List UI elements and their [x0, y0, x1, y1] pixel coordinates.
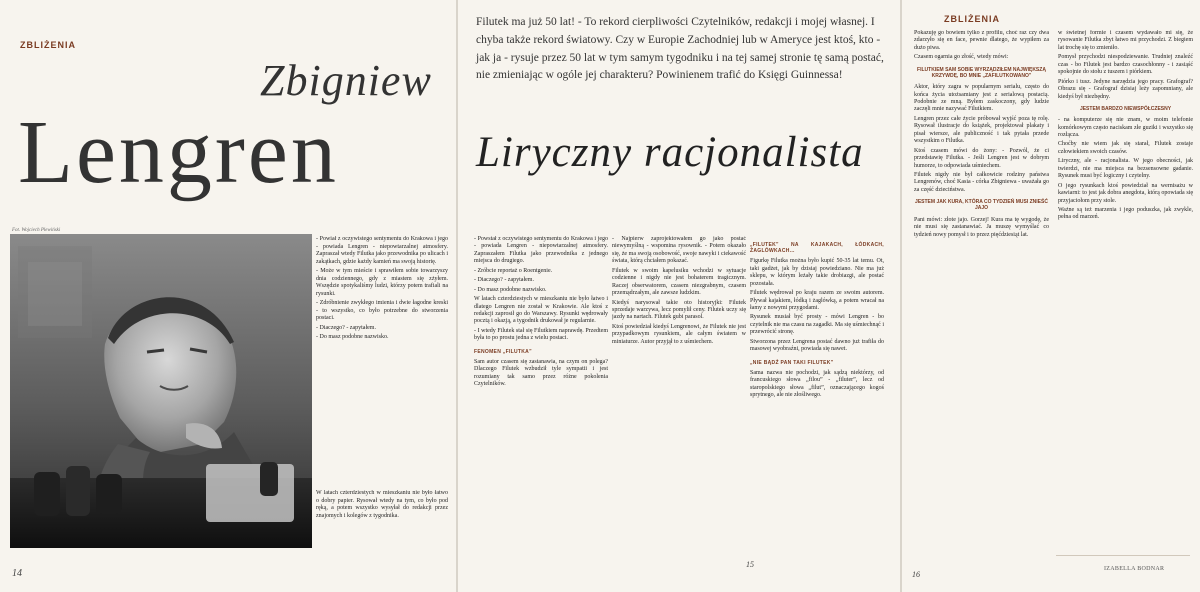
right-col2-body-5: Ważne są też marzenia i jego poduszka, jak zwykle, pełna od marzeń.: [1058, 206, 1193, 221]
right-col1-tail: Pani mówi: złote jajo. Gorzej! Kura ma tę wygodę, że nie musi się zastanawiać. Ja muszę wymyślać co tydzień nowy pomysł i to przez pięćdziesiąt lat.: [914, 216, 1049, 238]
middle-col2-paragraph-2: Filutek w swoim kapelusiku wchodzi w sytuacje codzienne i nigdy nie jest bohaterem tragicznym. Raczej obserwatorem, czasem niezgrabnym, czasem przemądrzałym, ale zawsze ludzkim.: [612, 267, 746, 297]
section-label: ZBLIŻENIA: [944, 14, 1000, 24]
author-signature: IZABELLA BODNAR: [1104, 566, 1165, 572]
middle-col1-paragraph-3: - Diaczego? - zapytałem.: [474, 277, 534, 284]
middle-col3-paragraph-1: Figurkę Filutka można było kupić 50-35 lat temu. Ot, taki gadżet, jak by dzisiaj powiedziano. Nie ma już sklepu, w którym leżały takie drobiazgi, ale postać pozostała.: [750, 258, 884, 287]
middle-col2-paragraph-4: Ktoś powiedział kiedyś Lengrenowi, że Filutek nie jest przypadkowym rysunkiem, ale całym światem w miniaturze. Autor przyjął to z uśmiechem.: [612, 323, 746, 345]
subheading-fenomen: FENOMEN „FILUTKA”: [474, 348, 532, 355]
pullquote-2: JESTEM JAK KURA, KTÓRA CO TYDZIEŃ MUSI ZNIEŚĆ JAJO: [915, 199, 1048, 212]
right-column-2: [1058, 30, 1193, 560]
article-title-last-name: Lengren: [18, 103, 339, 202]
right-col2-body-2: Choćby nie wiem jak się starał, Filutek zostaje człowiekiem swoich czasów.: [1058, 141, 1193, 155]
left-article-column: [316, 236, 448, 522]
right-col1-body-2: Lengren przez całe życie próbował wyjść poza tę rolę. Rysował ilustracje do książek, projektował plakaty i pisał wiersze, ale publiczność i tak pytała przede wszystkim o Filutka.: [914, 115, 1049, 145]
pullquote-1: FILUTKIEM SAM SOBIE WYRZĄDZIŁEM NAJWIĘKSZĄ KRZYWDĘ, BO MNIE „ZAFILUTKOWANO”: [917, 66, 1046, 79]
right-col2-body-4: O jego rysunkach ktoś powiedział na wernisażu w kawiarni: to jest jak dobra anegdota, którą opowiada się przyjaciołom przy stole.: [1058, 182, 1193, 204]
middle-col1-paragraph-6: - I wtedy Filutek stał się Filutkiem naprawdę. Przedtem była to po prostu jedna z wielu postaci.: [474, 327, 608, 342]
right-column-1: [914, 30, 1049, 560]
pullquote-3: JESTEM BARDZO NIEWSPÓŁCZESNY: [1079, 105, 1172, 112]
right-col1-paragraph-1: Pokazuję go bowiem tylko z profilu, choć raz czy dwa zdarzyło się en face, pewnie dlatego, że wypiłem za dużo piwa.: [914, 30, 1049, 51]
section-label: ZBLIŻENIA: [20, 40, 76, 50]
article-intro: Filutek ma już 50 lat! - To rekord cierpliwości Czytelników, redakcji i mojej własnej. I chyba także rekord światowy. Czy w Europie Zachodniej lub w Ameryce jest ktoś, kto - jak ja - rysuje przez 50 lat w tym samym tygodniku i na tej samej stronie tę samą postać, nie zmieniając w ogóle jej charakteru? Powinienem trafić do Księgi Guinnessa!: [476, 16, 884, 82]
left-article-paragraph-2: - Może w tym mieście i sprawiłem sobie towarzyszy dnia codziennego, gdy z miastem się zżyłem. Wszędzie spotykaliśmy ludzi, którzy potem trafiali na rysunki.: [316, 268, 448, 297]
right-col2-paragraph-3: Piórko i tusz. Jedyne narzędzia jego pracy. Grafograf? Obrazu się - Grafograf dzisiaj leży zapomniany, ale kiedyś był niezbędny.: [1058, 78, 1193, 100]
middle-col3-tail: Sama nazwa nie pochodzi, jak sądzą niektórzy, od francuskiego słowa „filou” - „filuter”, lecz od staropolskiego słowa „filut”, oznaczającego kogoś sprytnego, ale nie złośliwego.: [750, 369, 884, 399]
left-article-paragraph-5: - Do masz podobne nazwisko.: [316, 334, 389, 340]
middle-col2-paragraph-1: - Najpierw zaprojektowałem go jako postać niewymyślną - wspomina rysownik. - Potem okazało się, że ma swoją osobowość, swoje nawyki i ciekawość świata, którą chciałem pokazać.: [612, 236, 746, 265]
middle-col1-tail: Sam autor czasem się zastanawia, na czym on polega? Dlaczego Filutek wzbudził tyle sympatii i jest rozumiany tak samo przez różne pokolenia Czytelników.: [474, 358, 608, 388]
middle-col3-paragraph-2: Filutek wędrował po kraju razem ze swoim autorem. Pływał kajakiem, łódką i żaglówką, a potem wracał na łamy z nowymi przygodami.: [750, 290, 884, 311]
middle-col1-paragraph-1: - Powstał z oczywistego sentymentu do Krakowa i jego - powiada Lengren - niepowtarzalnej atmosfery. Zapraszałem Filutka jako przewodnika z jednego miejsca do drugiego.: [474, 236, 608, 265]
right-col1-body-4: Filutek nigdy nie był całkowicie rodziny państwa Lengrenów, choć Kasia - córka Zbigniewa - uważała go za część dzieciństwa.: [914, 171, 1049, 193]
right-col2-body-3: Liryczny, ale - racjonalista. W jego obecności, jak twierdzi, nie ma miejsca na bezsensowne gadanie. Rysunek musi być logiczny i czytelny.: [1058, 158, 1193, 180]
photo-credit: Fot. Wojciech Plewiński: [12, 228, 61, 233]
left-article-paragraph-1: - Powiał z oczywistego sentymentu do Krakowa i jego - powiada Lengren - niepowtarzalnej atmosfery. Zapraszał wtedy Filutka jako przewodnika po ulicach i zakątkach, gdzie każdy kamień ma swoją historię.: [316, 236, 448, 265]
right-col1-paragraph-2: Czasem ogarnia go złość, wtedy mówi:: [914, 54, 1009, 61]
right-col2-paragraph-1: w świetnej formie i czasem wydawało mi się, że rysowanie Filutka zbyt łatwo mi przychodzi. Z biegiem lat trochę się to zmieniło.: [1058, 30, 1193, 51]
left-page: [0, 0, 458, 592]
middle-col3-paragraph-3: Rysunek musiał być prosty - mówi Lengren - bo czytelnik nie ma czasu na zagadki. Ma się uśmiechnąć i przewrócić stronę.: [750, 314, 884, 336]
middle-col1-paragraph-4: - Do masz podobne nazwisko.: [474, 286, 547, 293]
middle-col2-paragraph-3: Kiedyś narysował takie oto historyjki: Filutek sprzedaje warzywa, lecz pomylił ceny. Filutek uczy się jazdy na nartach. Filutek gubi parasol.: [612, 299, 746, 321]
signature-rule: [1056, 555, 1190, 556]
right-col1-body-1: Aktor, który zagra w popularnym serialu, często do końca życia utożsamiany jest z serialową postacią. Podobnie ze mną. Byłem zaskoczony, gdy ludzie zaczęli mnie nazywać Filutkiem.: [914, 84, 1049, 113]
middle-column-2: [612, 236, 746, 566]
left-article-paragraph-4: - Diaczego? - zapytałem.: [316, 324, 376, 331]
portrait-photo: [10, 234, 312, 548]
page-number: 15: [746, 560, 754, 569]
middle-page: [458, 0, 900, 592]
right-col1-body-3: Ktoś czasem mówi do żony: - Pozwól, że ci przedstawię Filutka. - Jeśli Lengren jest w dobrym humorze, to odpowiada uśmiechem.: [914, 147, 1049, 169]
portrait-photo-illustration: [10, 234, 312, 548]
middle-column-1: [474, 236, 608, 566]
left-article-continuation: W latach czterdziestych w mieszkaniu nie było łatwo o dobry papier. Rysował wtedy na tym, co było pod ręką, a potem wszystko wysyłał do redakcji przez znajomych i kolegów z tygodnika.: [316, 490, 448, 519]
middle-col1-paragraph-5: W latach czterdziestych w mieszkaniu nie było łatwo i dlatego Lengren nie został w Krakowie. Ale ktoś z redakcji zaprosił go do Warszawy. Rysunki wędrowały pocztą i okazją, a tygodnik drukował je regularnie.: [474, 296, 608, 325]
left-article-paragraph-3: - Zdróbnienie zwykłego imienia i dwie łagodne kreski - to wszystko, co było potrzebne do stworzenia postaci.: [316, 300, 448, 321]
right-col2-paragraph-2: Pomysł przychodzi niespodziewanie. Trudniej znaleźć czas - bo Filutek jest bardzo czasochłonny - i zasiąść spokojnie do stołu z tuszem i piórkiem.: [1058, 54, 1193, 76]
middle-col1-paragraph-2: - Zróbcie reportaż o Roentgenie.: [474, 267, 553, 274]
page-number: 16: [912, 570, 920, 579]
article-title: Liryczny racjonalista: [476, 129, 864, 176]
right-col2-body-1: - na komputerze się nie znam, w moim telefonie komórkowym często naciskam złe guziki i wszystko się rozłącza.: [1058, 117, 1193, 138]
subheading-kajaki: „FILUTEK” NA KAJAKACH, ŁÓDKACH, ŻAGLÓWKACH...: [750, 242, 884, 255]
right-page: [902, 0, 1200, 592]
page-number: 14: [12, 568, 22, 579]
middle-column-3: [750, 236, 884, 566]
article-title-first-name: Zbigniew: [260, 56, 432, 105]
middle-col3-paragraph-4: Stworzona przez Lengrena postać dawno już trafiła do masowej wyobraźni, powiada się nawet.: [750, 338, 884, 353]
subheading-filutek: „NIE BĄDŹ PAN TAKI FILUTEK”: [750, 359, 834, 366]
